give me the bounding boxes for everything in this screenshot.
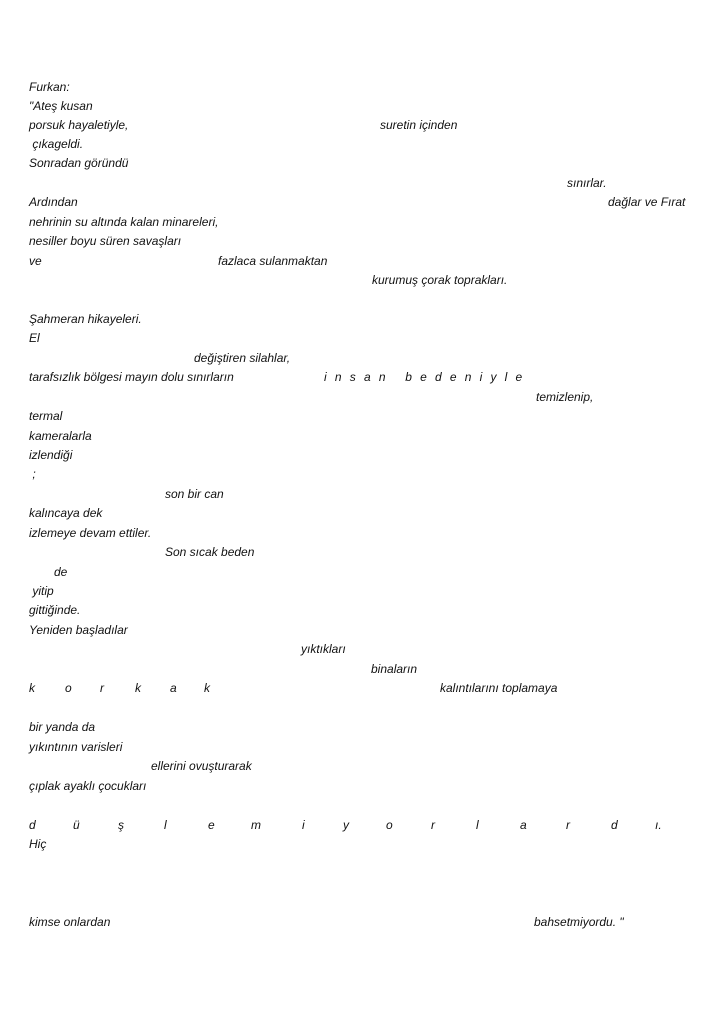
poem-line: son bir can <box>165 487 224 501</box>
poem-line: nesiller boyu süren savaşları <box>29 234 182 248</box>
poem-line: ve <box>29 254 42 268</box>
spaced-letter: l <box>164 818 167 832</box>
poem-line: ellerini ovuşturarak <box>151 759 252 773</box>
poem-line: El <box>29 331 40 345</box>
spaced-letter: r <box>566 818 570 832</box>
poem-line: porsuk hayaletiyle, <box>29 118 129 132</box>
poem-line: Hiç <box>29 837 47 851</box>
poem-line: kameralarla <box>29 429 92 443</box>
spaced-phrase-insan-bedeniyle: insan bedeniyle <box>324 370 531 384</box>
poem-line: Yeniden başladılar <box>29 623 128 637</box>
speaker-label: Furkan: <box>29 80 70 94</box>
spaced-letter: ı. <box>655 818 662 832</box>
poem-line: Ardından <box>29 195 78 209</box>
poem-line: fazlaca sulanmaktan <box>218 254 328 268</box>
poem-line: kimse onlardan <box>29 915 111 929</box>
poem-line: yıkıntının varisleri <box>29 740 123 754</box>
poem-line: suretin içinden <box>380 118 458 132</box>
spaced-letter: d <box>611 818 618 832</box>
poem-line: ; <box>29 467 36 481</box>
poem-line: dağlar ve Fırat <box>608 195 686 209</box>
spaced-letter: m <box>251 818 261 832</box>
spaced-letter: r <box>100 681 104 695</box>
poem-line: kalıncaya dek <box>29 506 103 520</box>
spaced-letter: y <box>343 818 349 832</box>
poem-line: de <box>54 565 68 579</box>
spaced-letter: i <box>302 818 305 832</box>
spaced-letter: r <box>431 818 435 832</box>
spaced-letter: k <box>29 681 35 695</box>
poem-line: çıkageldi. <box>29 137 84 151</box>
poem-line: izlemeye devam ettiler. <box>29 526 152 540</box>
spaced-letter: ü <box>73 818 80 832</box>
spaced-letter: k <box>135 681 141 695</box>
poem-line: izlendiği <box>29 448 73 462</box>
poem-line: Sonradan göründü <box>29 156 129 170</box>
poem-line: yitip <box>29 584 54 598</box>
poem-line: termal <box>29 409 63 423</box>
poem-line: bir yanda da <box>29 720 96 734</box>
poem-line: kalıntılarını toplamaya <box>440 681 558 695</box>
poem-line: kurumuş çorak toprakları. <box>372 273 508 287</box>
spaced-letter: o <box>65 681 72 695</box>
spaced-letter: o <box>386 818 393 832</box>
poem-line: nehrinin su altında kalan minareleri, <box>29 215 219 229</box>
poem-line: Şahmeran hikayeleri. <box>29 312 142 326</box>
poem-line: değiştiren silahlar, <box>194 351 291 365</box>
poem-line: "Ateş kusan <box>29 99 93 113</box>
poem-line: çıplak ayaklı çocukları <box>29 779 147 793</box>
poem-line: gittiğinde. <box>29 603 81 617</box>
spaced-letter: d <box>29 818 36 832</box>
poem-line: tarafsızlık bölgesi mayın dolu sınırların <box>29 370 234 384</box>
poem-line: sınırlar. <box>567 176 607 190</box>
poem-line: temizlenip, <box>536 390 594 404</box>
spaced-letter: a <box>170 681 177 695</box>
spaced-letter: e <box>208 818 215 832</box>
spaced-letter: k <box>204 681 210 695</box>
spaced-letter: ş <box>118 818 124 832</box>
poem-line: binaların <box>371 662 418 676</box>
spaced-letter: a <box>520 818 527 832</box>
poem-line: Son sıcak beden <box>165 545 255 559</box>
poem-line: yıktıkları <box>301 642 346 656</box>
poem-line: bahsetmiyordu. " <box>534 915 624 929</box>
spaced-letter: l <box>476 818 479 832</box>
